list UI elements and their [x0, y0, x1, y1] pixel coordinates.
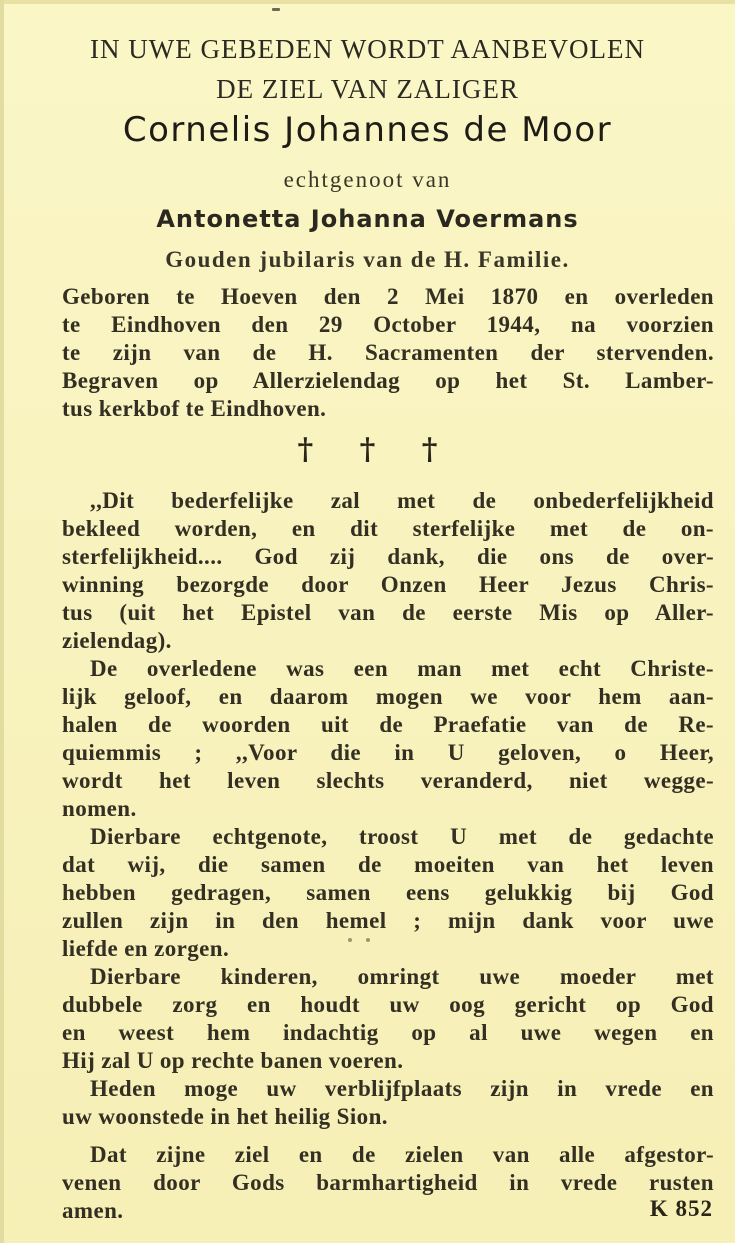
biography-line: te Eindhoven den 29 October 1944, na voorzien — [62, 312, 714, 337]
spouse-name: Antonetta Johanna Voermans — [156, 205, 579, 233]
text-line: Dierbare echtgenote, troost U met de gedachte — [90, 824, 714, 849]
text-line: lijk geloof, en daarom mogen we voor hem aan- — [62, 684, 714, 709]
text-line: amen. — [62, 1198, 124, 1223]
text-line: quiemmis ; ,,Voor die in U geloven, o Heer, — [62, 740, 714, 765]
text-line: De overledene was een man met echt Christe- — [90, 656, 714, 681]
text-line: zullen zijn in den hemel ; mijn dank voor uwe — [62, 908, 714, 933]
biography-line: Begraven op Allerzielendag op het St. Lamber- — [62, 368, 714, 393]
biography-line: Geboren te Hoeven den 2 Mei 1870 en overleden — [62, 284, 714, 309]
text-line: Hij zal U op rechte banen voeren. — [62, 1048, 404, 1073]
header-line-2: DE ZIEL VAN ZALIGER — [216, 74, 519, 104]
text-line: wordt het leven slechts veranderd, niet wegge- — [62, 768, 714, 793]
biography-line: tus kerkbof te Eindhoven. — [62, 396, 327, 421]
text-line: dat wij, die samen de moeiten van het leven — [62, 852, 714, 877]
print-speck — [366, 938, 370, 942]
text-line: Dierbare kinderen, omringt uwe moeder met — [90, 964, 714, 989]
jubilee-title: Gouden jubilaris van de H. Familie. — [165, 247, 570, 272]
text-line: zielendag). — [62, 628, 172, 653]
text-line: halen de woorden uit de Praefatie van de Re- — [62, 712, 714, 737]
text-line: sterfelijkheid.... God zij dank, die ons de over- — [62, 544, 714, 569]
card-reference-number: K 852 — [649, 1196, 713, 1221]
text-line: ,,Dit bederfelijke zal met de onbederfelijkheid — [90, 488, 714, 513]
text-line: tus (uit het Epistel van de eerste Mis op Aller- — [62, 600, 714, 625]
relation-text: echtgenoot van — [283, 167, 452, 192]
text-line: uw woonstede in het heilig Sion. — [62, 1104, 388, 1129]
text-line: nomen. — [62, 796, 137, 821]
text-line: hebben gedragen, samen eens gelukkig bij God — [62, 880, 714, 905]
text-line: Heden moge uw verblijfplaats zijn in vrede en — [90, 1076, 714, 1101]
top-edge — [0, 0, 735, 4]
text-line: dubbele zorg en houdt uw oog gericht op God — [62, 992, 714, 1017]
print-speck — [272, 8, 280, 11]
print-speck — [348, 938, 352, 942]
text-line: Dat zijne ziel en de zielen van alle afgestor- — [90, 1142, 714, 1167]
header-line-1: IN UWE GEBEDEN WORDT AANBEVOLEN — [90, 34, 645, 64]
crosses-ornament: † † † — [297, 432, 456, 467]
text-line: liefde en zorgen. — [62, 936, 230, 961]
text-line: bekleed worden, en dit sterfelijke met de on- — [62, 516, 714, 541]
deceased-name: Cornelis Johannes de Moor — [122, 110, 613, 150]
biography-line: te zijn van de H. Sacramenten der stervenden. — [62, 340, 714, 365]
text-line: winning bezorgde door Onzen Heer Jezus Chris- — [62, 572, 714, 597]
text-line: en weest hem indachtig op al uwe wegen en — [62, 1020, 714, 1045]
text-line: venen door Gods barmhartigheid in vrede rusten — [62, 1170, 714, 1195]
